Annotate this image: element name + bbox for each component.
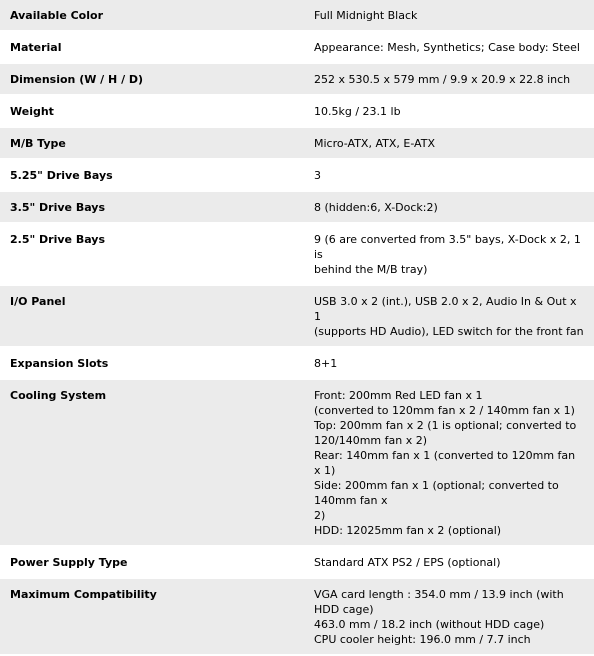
spec-label: 2.5" Drive Bays [0,223,294,285]
spec-value [294,379,594,546]
spec-row [0,127,594,159]
spec-value-line: (converted to 120mm fan x 2 / 140mm fan x 1) [314,404,575,417]
spec-value [294,0,594,31]
spec-value-line: USB 3.0 x 2 (int.), USB 2.0 x 2, Audio In & Out x 1 [314,295,577,323]
spec-row [0,347,594,379]
spec-label: I/O Panel [0,285,294,347]
spec-value-line: HDD: 12025mm fan x 2 (optional) [314,524,502,537]
spec-value-line: Top: 200mm fan x 2 (1 is optional; converted to [314,419,577,432]
spec-value [294,285,594,347]
spec-row [0,31,594,63]
spec-value [294,223,594,285]
spec-value-line: CPU cooler height: 196.0 mm / 7.7 inch [314,633,531,646]
spec-value [294,63,594,95]
spec-value-line: Front: 200mm Red LED fan x 1 [314,389,483,402]
spec-label: Dimension (W / H / D) [0,63,294,95]
spec-row [0,159,594,191]
spec-value-line: Side: 200mm fan x 1 (optional; converted to 140mm fan x [314,479,559,507]
spec-value [294,95,594,127]
spec-row [0,191,594,223]
spec-label: Power Supply Type [0,546,294,578]
spec-row [0,0,594,31]
spec-value-line: 252 x 530.5 x 579 mm / 9.9 x 20.9 x 22.8 inch [314,73,571,86]
spec-value [294,347,594,379]
spec-value [294,127,594,159]
spec-label: 5.25" Drive Bays [0,159,294,191]
spec-value-line: 120/140mm fan x 2) [314,434,428,447]
spec-value [294,191,594,223]
spec-label: Material [0,31,294,63]
spec-value-line: 8 (hidden:6, X-Dock:2) [314,201,438,214]
spec-label: Weight [0,95,294,127]
spec-label: Cooling System [0,379,294,546]
spec-row [0,546,594,578]
spec-value-line: 8+1 [314,357,338,370]
spec-row [0,63,594,95]
spec-label: Maximum Compatibility [0,578,294,655]
spec-value-line: VGA card length : 354.0 mm / 13.9 inch (with HDD cage) [314,588,564,616]
spec-value-line: 9 (6 are converted from 3.5" bays, X-Dock x 2, 1 is [314,233,581,261]
spec-value [294,546,594,578]
spec-value-line: 2) [314,509,326,522]
spec-row [0,223,594,285]
spec-value-line: Standard ATX PS2 / EPS (optional) [314,556,501,569]
spec-row [0,95,594,127]
spec-label: Expansion Slots [0,347,294,379]
spec-label: M/B Type [0,127,294,159]
spec-value-line: 463.0 mm / 18.2 inch (without HDD cage) [314,618,545,631]
spec-label: Available Color [0,0,294,31]
spec-value-line: Micro-ATX, ATX, E-ATX [314,137,435,150]
spec-value-line: 10.5kg / 23.1 lb [314,105,401,118]
spec-value-line: Full Midnight Black [314,9,418,22]
spec-value-line: Appearance: Mesh, Synthetics; Case body: Steel [314,41,580,54]
spec-value-line: Rear: 140mm fan x 1 (converted to 120mm fan x 1) [314,449,576,477]
spec-label: 3.5" Drive Bays [0,191,294,223]
spec-value-line: 3 [314,169,321,182]
spec-row [0,578,594,655]
spec-row [0,379,594,546]
spec-value-line: behind the M/B tray) [314,263,428,276]
spec-row [0,285,594,347]
spec-value [294,31,594,63]
spec-value [294,578,594,655]
spec-value [294,159,594,191]
spec-value-line: (supports HD Audio), LED switch for the front fan [314,325,584,338]
